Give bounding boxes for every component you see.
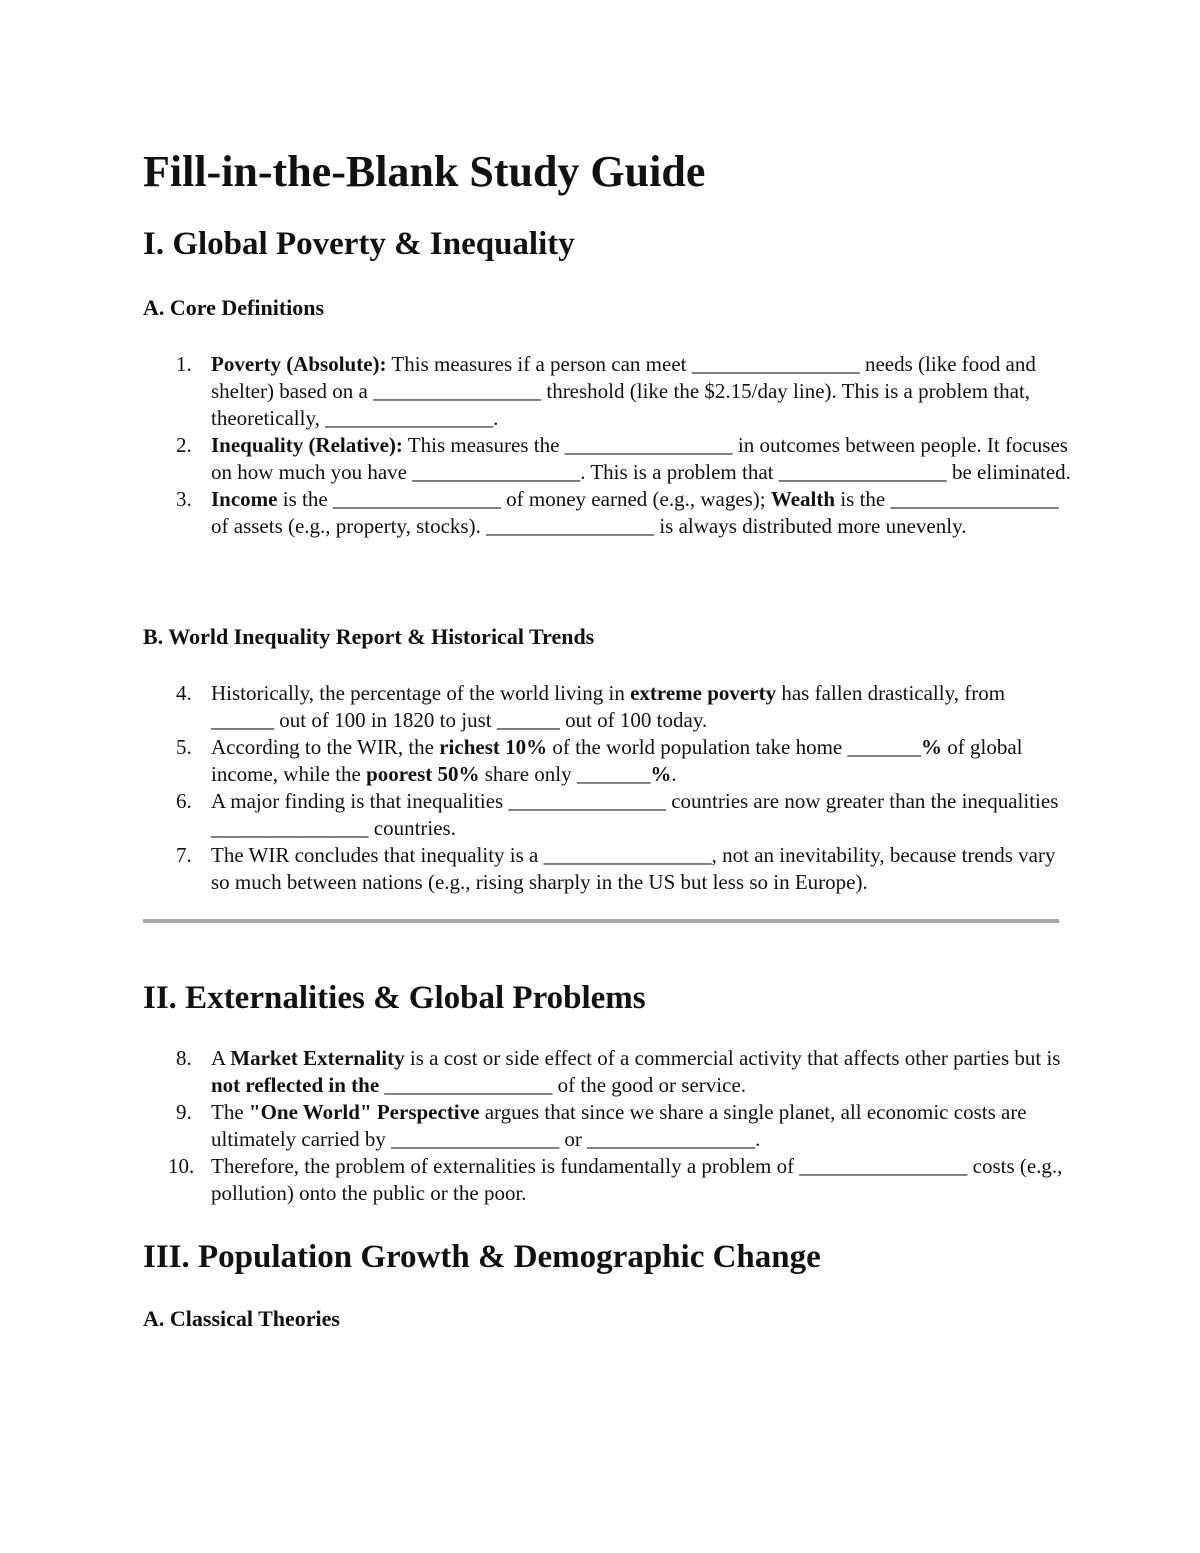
term-income: Income	[211, 487, 278, 511]
section-heading-externalities: II. Externalities & Global Problems	[143, 980, 646, 1016]
question-number: 7.	[176, 843, 192, 867]
question-item-6	[0, 788, 1071, 842]
question-text: of global income, while the	[211, 735, 1023, 786]
question-item-9	[0, 1099, 1071, 1153]
question-text: The WIR concludes that inequality is a ________________, not an inevitability, because trends vary so much between nations (e.g., rising sharply in the US but less so in Europe).	[211, 843, 1056, 894]
question-number: 4.	[176, 681, 192, 705]
percent-sign: %	[650, 762, 672, 786]
question-text: is a cost or side effect of a commercial activity that affects other parties but is	[404, 1046, 1061, 1070]
question-text: ________________ of the good or service.	[379, 1073, 747, 1097]
subheading-core-definitions: A. Core Definitions	[143, 295, 325, 320]
question-list-externalities	[0, 1045, 1200, 1207]
term-wealth: Wealth	[770, 487, 836, 511]
question-text: Therefore, the problem of externalities is fundamentally a problem of ________________ costs (e.g., pollution) onto the public or the poor.	[211, 1154, 1063, 1205]
question-number: 9.	[176, 1100, 192, 1124]
section-divider	[143, 919, 1059, 923]
question-list-core-definitions	[0, 351, 1200, 540]
question-item-1	[0, 351, 1071, 432]
question-text: This measures if a person can meet ________________ needs (like food and shelter) based on a ________________ threshold (like the $2.15/day line). This is a problem that, theoretically, ________________.	[211, 352, 1036, 430]
question-text: has fallen drastically, from ______ out of 100 in 1820 to just ______ out of 100 today.	[211, 681, 1006, 732]
term-one-world-perspective: "One World" Perspective	[248, 1100, 480, 1124]
term-poorest-50: poorest 50%	[366, 762, 480, 786]
subheading-classical-theories: A. Classical Theories	[143, 1306, 340, 1331]
question-number: 5.	[176, 735, 192, 759]
question-item-8	[0, 1045, 1071, 1099]
percent-sign: %	[921, 735, 942, 759]
question-text: Historically, the percentage of the world living in	[211, 681, 631, 705]
question-item-10	[0, 1153, 1071, 1207]
subheading-world-inequality-report: B. World Inequality Report & Historical Trends	[143, 624, 595, 649]
question-number: 3.	[176, 487, 192, 511]
term-extreme-poverty: extreme poverty	[630, 681, 777, 705]
section-heading-global-poverty: I. Global Poverty & Inequality	[143, 226, 575, 262]
question-number: 2.	[176, 433, 192, 457]
question-text: This measures the ________________ in outcomes between people. It focuses on how much you have ________________. This is a problem that ________________ be eliminated.	[211, 433, 1071, 484]
question-number: 1.	[176, 352, 192, 376]
question-number: 8.	[176, 1046, 192, 1070]
question-text: argues that since we share a single planet, all economic costs are ultimately carried by ________________ or ________________.	[211, 1100, 1027, 1151]
term-not-reflected: not reflected in the	[211, 1073, 380, 1097]
question-item-4	[0, 680, 1071, 734]
question-item-5	[0, 734, 1071, 788]
question-item-2	[0, 432, 1071, 486]
question-text: The	[211, 1100, 249, 1124]
question-text: is the ________________ of money earned (e.g., wages);	[277, 487, 771, 511]
question-item-7	[0, 842, 1071, 896]
question-number: 6.	[176, 789, 192, 813]
term-market-externality: Market Externality	[230, 1046, 405, 1070]
question-text: A	[211, 1046, 231, 1070]
question-text: is the ________________ of assets (e.g., property, stocks). ________________ is always distributed more unevenly.	[211, 487, 1059, 538]
question-text: share only _______	[479, 762, 651, 786]
term-poverty-absolute: Poverty (Absolute):	[211, 352, 387, 376]
question-text: A major finding is that inequalities _______________ countries are now greater than the inequalities _______________ countries.	[211, 789, 1059, 840]
question-text: According to the WIR, the	[211, 735, 440, 759]
question-number: 10.	[168, 1154, 195, 1178]
question-item-3	[0, 486, 1071, 540]
question-list-wir	[0, 680, 1200, 896]
question-text: .	[671, 762, 677, 786]
term-inequality-relative: Inequality (Relative):	[211, 433, 403, 457]
term-richest-10: richest 10%	[439, 735, 548, 759]
document-title: Fill-in-the-Blank Study Guide	[143, 147, 706, 196]
section-heading-population-growth: III. Population Growth & Demographic Change	[143, 1239, 821, 1275]
question-text: of the world population take home _______	[547, 735, 921, 759]
